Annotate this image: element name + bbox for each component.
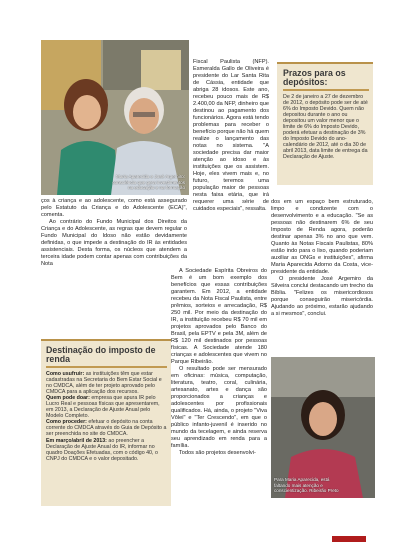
how-to-proceed-heading: Como proceder: <box>46 419 87 426</box>
col2-text-lower <box>171 268 267 457</box>
col3-paragraph-1: dos em um espaço bem estruturado, limpo e condizente com o desenvolvimento e a educação. "Se as pessoas não destinarem 6% de seu Imposto de Renda agora, poderão destinar apenas 3% no ano que vem. Quanto às Notas Fiscais Paulistas, 80% estão indo para o lixo, quando poderiam auxiliar as ONGs e instituições", afirma Maria Aparecida Adorno da Costa, vice-presidente da entidade. <box>271 199 373 275</box>
photo-caption: Para Maria Aparecida, está faltando mais atenção e conscientização. Ribeirão Preto <box>274 477 339 494</box>
col3-text <box>271 199 373 318</box>
march-april-text: ao preencher a Declaração de Ajuste Anual do IR, informar no quadro Doações Efetuadas, com o código 40, o CNPJ do CMDCA e o valor depositado. <box>46 437 158 462</box>
tax-destination-title: Destinação do imposto de renda <box>46 345 156 364</box>
col2-text <box>193 59 269 213</box>
col2-paragraph-1: Fiscal Paulista (NFP). Esmeralda Gallo de Oliveira é presidente do Lar Santa Rita de Cássia, entidade que abriga 28 idosos. Este ano, recebeu pouco mais de R$ 2.400,00 da NFP, dinheiro que destinou ao pagamento dos funcionários. Agora está tendo problemas para receber o benefício porque não há quem realize o lançamento das notas no sistema. "A sociedade precisa dar maior atenção ao idoso e às instituições que os assistem. Hoje, eles vivem mais e, no futuro, teremos uma população maior de pessoas nesta faixa etária, que irá requerer uma série de cuidados especiais", ressalta. <box>193 59 269 212</box>
how-to-use-text: as instituições têm que estar cadastradas na Secretaria do Bem Estar Social e no CMDCA, além de ter projeto aprovado pelo CMDCA para a aplicação dos recursos. <box>46 370 162 395</box>
col1-text <box>41 198 187 268</box>
deposit-deadlines-title: Prazos para os depósitos: <box>283 68 346 87</box>
deposit-deadlines-body: De 2 de janeiro a 27 de dezembro de 2012, o depósito pode ser de até 6% do Imposto Devido. Quem não depositou durante o ano ou depositou um valor menor que o limite de 6% do Imposto Devido, poderá efetuar a destinação de 3% do Imposto Devido do ano-calendário de 2012, até o dia 30 de abril 2013, data limite de entrega da Declaração de Ajuste. <box>283 93 368 161</box>
col2-paragraph-3: O resultado pode ser mensurado em oficinas: música, computação, literatura, teatro, coral, culinária, artesanato, artes e dança são proporcionados a crianças e adolescentes por profissionais qualificados. Há, ainda, o projeto "Viva Vôlei" e "Ter Crescendo", em que o público infanto-juvenil é inserido no mundo da tecelagem, e ainda reserva seu aprendizado em renda para a família. <box>171 366 267 449</box>
how-to-use-heading: Como usufruir: <box>46 370 85 377</box>
photo-couple <box>41 40 189 195</box>
march-april-heading: Em março/abril de 2013: <box>46 437 107 444</box>
col1-paragraph-2: Ao contrário do Fundo Municipal dos Direitos da Criança e do Adolescente, as regras que devem regular o Fundo Municipal do Idoso não estão devidamente definidas, o que impede a destinação do IR às entidades assistenciais. Desta forma, os núcleos que atendem a terceira idade podem contar apenas com contribuições da Nota <box>41 219 187 267</box>
col2-paragraph-4: Todos são projetos desenvolvi- <box>179 450 256 456</box>
how-to-proceed-text: efetuar o depósito na conta corrente do CMDCA através do Guia de Depósito a ser preenchida no site do CMDCA. <box>46 419 167 438</box>
box-divider <box>283 89 369 91</box>
photo-couple-illustration <box>41 40 189 195</box>
deposit-deadlines-box <box>277 62 373 185</box>
box-divider <box>46 366 167 368</box>
col1-paragraph-1: ços à criança e ao adolescente, como está assegurado pelo Estatuto da Criança e do Adolescente (ECA)", comenta. <box>41 198 187 218</box>
tax-destination-box <box>41 339 171 506</box>
tax-destination-body <box>46 371 167 462</box>
photo-woman <box>271 357 375 498</box>
col3-paragraph-2: O presidente José Argemiro da Silveira conclui destacando um trecho da Bíblia. "Felizes os misericordiosos porque conseguirão misericórdia. Ajudando ao próximo, estarão ajudando a si mesmos", conclui. <box>271 276 373 317</box>
page-marker <box>332 536 366 542</box>
who-can-donate-text: empresa que apura IR pelo Lucro Real e pessoas físicas que apresentarem, em 2013, a Declaração de Ajuste Anual pelo Modelo Completo. <box>46 394 160 420</box>
col2-paragraph-2: A Sociedade Espírita Obreiros do Bem é um bom exemplo dos benefícios que essas contribuições garantem. Em 2012, a entidade recebeu da Nota Fiscal Paulista, entre prêmios, sorteios e arrecadação, R$ 250 mil. Por meio da destinação do IR, a instituição recebeu R$ 70 mil em projetos aprovados pelo Banco do Brasil, pela EPTV e pela 3M, além de R$ 120 mil destinados por pessoas físicas. A Sociedade atende 180 crianças e adolescentes que vivem no Parque Ribeirão. <box>171 268 267 365</box>
photo-caption: Maria Aparecida e José Argemiro: consciência que gera investimentos na educação e na formação <box>112 174 185 191</box>
who-can-donate-heading: Quem pode doar: <box>46 394 90 401</box>
